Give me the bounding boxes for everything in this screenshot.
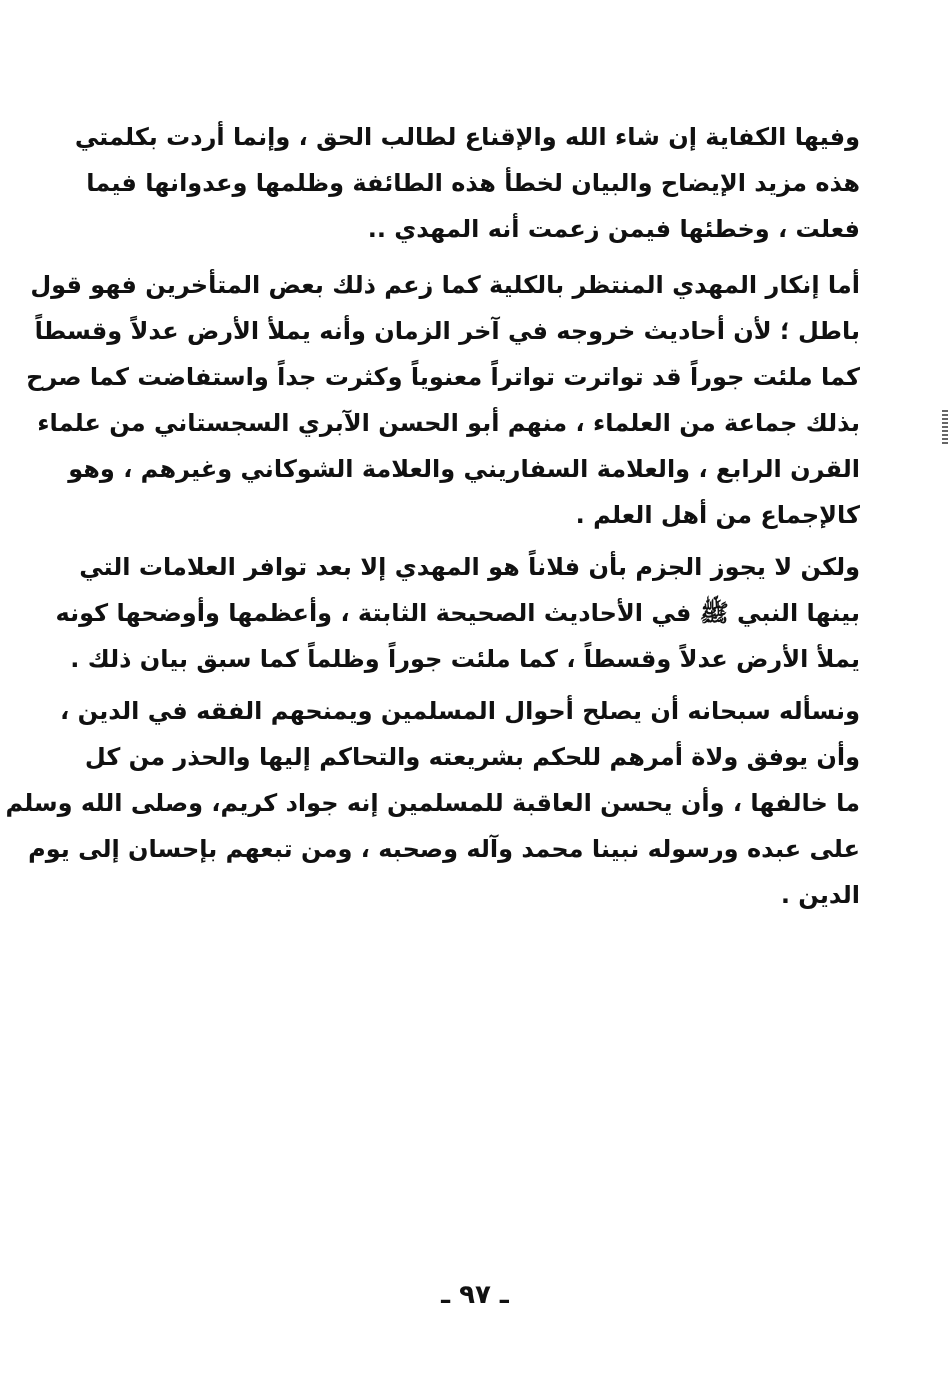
text-line: ولكن لا يجوز الجزم بأن فلاناً هو المهدي إلا بعد توافر العلامات التي xyxy=(79,553,860,581)
text-line: وفيها الكفاية إن شاء الله والإقناع لطالب الحق ، وإنما أردت بكلمتي xyxy=(74,123,860,151)
text-line: القرن الرابع ، والعلامة السفاريني والعلامة الشوكاني وغيرهم ، وهو xyxy=(68,455,860,483)
paragraph-2 xyxy=(26,262,860,538)
text-line: كالإجماع من أهل العلم . xyxy=(575,501,860,529)
text-line: هذه مزيد الإيضاح والبيان لخطأ هذه الطائفة وظلمها وعدوانها فيما xyxy=(86,169,860,197)
text-line: ونسأله سبحانه أن يصلح أحوال المسلمين ويمنحهم الفقه في الدين ، xyxy=(60,697,860,725)
text-line: الدين . xyxy=(780,881,860,909)
text-line: أما إنكار المهدي المنتظر بالكلية كما زعم ذلك بعض المتأخرين فهو قول xyxy=(30,271,860,299)
text-line: بذلك جماعة من العلماء ، منهم أبو الحسن الآبري السجستاني من علماء xyxy=(37,409,860,437)
paragraph-4 xyxy=(5,688,860,918)
text-line: يملأ الأرض عدلاً وقسطاً ، كما ملئت جوراً وظلماً كما سبق بيان ذلك . xyxy=(70,645,860,673)
text-line: على عبده ورسوله نبينا محمد وآله وصحبه ، ومن تبعهم بإحسان إلى يوم xyxy=(28,835,860,863)
text-line: ما خالفها ، وأن يحسن العاقبة للمسلمين إنه جواد كريم، وصلى الله وسلم xyxy=(5,789,860,817)
text-line: فعلت ، وخطئها فيمن زعمت أنه المهدي .. xyxy=(367,215,860,243)
paragraph-1 xyxy=(74,114,860,252)
page-number: ـ ٩٧ ـ xyxy=(441,1280,509,1310)
text-line: بينها النبي ﷺ في الأحاديث الصحيحة الثابتة ، وأعظمها وأوضحها كونه xyxy=(55,599,860,627)
text-line: كما ملئت جوراً قد تواترت تواتراً معنوياً وكثرت جداً واستفاضت كما صرح xyxy=(26,363,860,391)
scan-artifact-mark xyxy=(942,410,948,444)
text-line: باطل ؛ لأن أحاديث خروجه في آخر الزمان وأنه يملأ الأرض عدلاً وقسطاً xyxy=(34,317,860,345)
text-line: وأن يوفق ولاة أمرهم للحكم بشريعته والتحاكم إليها والحذر من كل xyxy=(84,743,860,771)
paragraph-3 xyxy=(55,544,860,682)
